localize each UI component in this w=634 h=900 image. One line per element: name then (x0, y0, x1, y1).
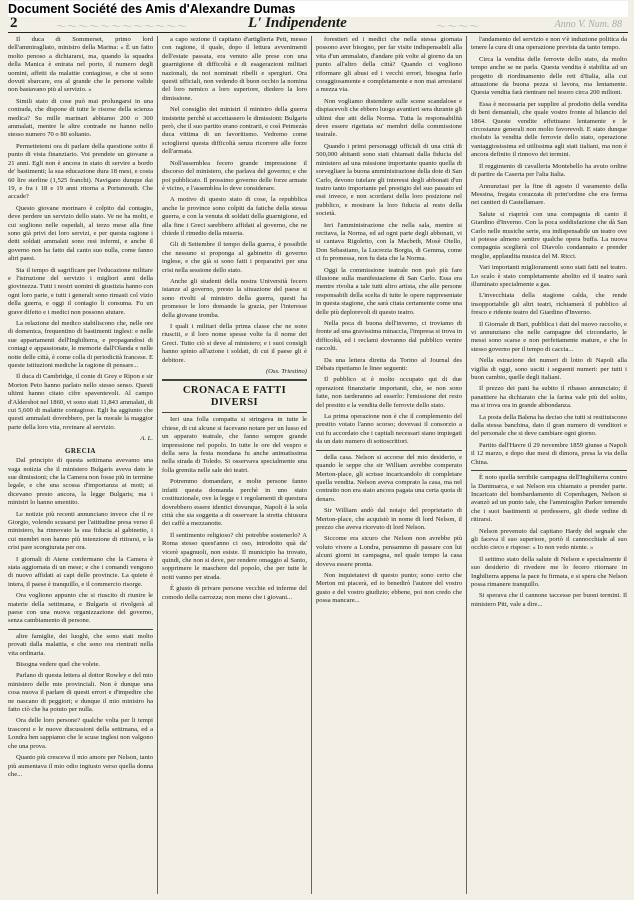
article-paragraph: Nella poca di buona dell'inverno, ci troviamo di fronte ad una gravissima minaccia, l'impresa si trova in difficoltà, ed i reclami dovranno dal pubblico venire raccolti. (316, 320, 462, 353)
column-rule (311, 36, 312, 894)
article-paragraph: La posta della Balena ha deciso che tutti si restituiscono dalla stessa banchina, dato il gran numero di venditori e del personale che si deve cambiare ogni giorno. (471, 413, 627, 438)
feuilleton-paragraph: Nelson prevenuto dal capitano Hardy del segnale che gli faceva il suo superiore, portò il cannocchiale al suo occhio cieco e rispose: « Io non vedo niente. » (471, 527, 627, 552)
article-paragraph: Il pubblico si è molto occupato qui di due operazioni finanziarie importanti, che, se non sono fatte, non tarderanno ad esserlo: l'emissione dei resto del prestito e la vendita delle ferrovie dello stato. (316, 376, 462, 409)
feuilleton-paragraph: altre famiglie, dei luoghi, che sono stati molto provati dalla malattia, e che sono ora rientrati nella vita ordinaria. (8, 632, 153, 657)
article-paragraph: Nella estrazione dei numeri di lotto di Napoli alla vigilia di oggi, sono usciti i seguenti numeri: per tutti i buon cambio, quelle degli italiani. (471, 357, 627, 382)
article-paragraph: Ieri una folla compatta si stringeva in tutte le chiese, di cui alcune si facevano notare per un lusso ed un apparato teatrale, che fanno sempre grande impressione nel popolo. In tutte le ore del vespro e della sera la festa mondana fu anche animatissima nella strada di Toledo. Si osservava specialmente una folla gremita nelle sale dei teatri. (162, 416, 307, 474)
article-paragraph: Ora vogliono appunto che si riuscito di riunire le materie della settimana, e Bulgaris si rivolgerà al paese con una nuova organizzazione del governo, senza cambiamento di persone. (8, 592, 153, 625)
divider (162, 379, 307, 381)
feuilleton-paragraph: Ora delle loro persone? qualche volta per li tempi trascorsi e le nuove discussioni della settimana, ed a Londra ben sappiamo che le scuse inglesi non valgono che una prova. (8, 717, 153, 750)
feuilleton-paragraph: Quanto più cresceva il mio amore per Nelson, tanto più aumentava il mio odio ingiusto verso quella donna che... (8, 754, 153, 778)
article-paragraph: Le notizie più recenti annunciano invece che il re Giorgio, volendo scusarsi per l'attitudine presa verso il ministero, ha rinnovato la sua fiducia al gabinetto, i cui membri non hanno più intenzione di ritirarsi, e la crisi pare scongiurata per ora. (8, 510, 153, 552)
article-paragraph: L'invecchiata della stagione calda, che rende insopportabile gli altri teatri, richiamerà il pubblico al fresco e ridente teatro del Giardino d'Inverno. (471, 292, 627, 317)
article-paragraph: A motivo di questo stato di cose, la repubblica anche le province sono colpiti da fatiche della stessa guerra, e con la venuta di soldati della guarnigione, ed alla fine i Greci sarebbero affidati al governo, che ne chiede il rimedio della miseria. (162, 196, 307, 237)
divider (471, 470, 627, 471)
article-paragraph: Partito dall'Havre il 29 novembre 1859 giunse a Napoli il 12 marzo, e dopo due mesi di dimora, presa la via della China. (471, 441, 627, 466)
document-source-title: Document Société des Amis d'Alexandre Dumas (8, 1, 628, 17)
article-paragraph: Nel consiglio dei ministri il ministro della guerra insistette perchè si accettassero le dimissioni: Bulgaris però, che il suo partito erano contrarii, e così Petmezàs duca vittima di un favoritismo. Vedremo come sciogliersi questa difficoltà senza ricorrere alle forze dell'armata. (162, 106, 307, 156)
article-paragraph: La relazione del medico stabiliscono che, nelle ore di domenica, frequentino di bastimenti inglesi: e nelle sue appartamenti dell'Inghilterra, e propagandosi di contagi e appassionate, le memorie dall'Olanda e nelle notte delle città, è come colla di periodicità francese. E queste istituzioni mediche la ragione di pensare... (8, 320, 153, 370)
column-4 (471, 36, 627, 894)
article-paragraph: Ieri l'amministrazione che nella sala, mentre si recitava, la Norma, ed ad ogni parte degli abbonati, vi si cantava Rigoletto, con la Macbeth, Mosè Otello, Don Sebastiano, la Lucrezia Borgia, di Gemma, come ci fu promessa, non fu data che la Norma. (316, 221, 462, 263)
article-paragraph: Non vogliamo distendere sulle scene scandalose e dispiacevoli che ebbero luogo avantieri sera durante gli ultimi due atti della Norma. Tutta la responsabilità deve essere rigettata su' membri della commissione teatrale. (316, 97, 462, 139)
section-heading-cronaca: CRONACA E FATTI DIVERSI (182, 385, 287, 409)
feuilleton-paragraph: Parlano di questa lettera al dottor Rowley e del mio ministero delle mie provinciali. Non è dunque una cosa nuova il parlare di questi errori e d'impedire che ne nascano di peggiori; e dunque il mio ministro ha fatto ciò che ha potuto per nulla. (8, 672, 153, 714)
article-paragraph: Annunziasi per la fine di agosto il varamento della Messina, fregata corazzata di prim'ordine che era ferma nei cantieri di Castellamare. (471, 182, 627, 207)
article-paragraph: Il prezzo dei pani ha subito il ribasso annunciato; il panattiere ha dichiarato che la farina vale più del solito, ma si trova ora in grande abbondanza. (471, 385, 627, 410)
article-paragraph: a capo sezione il capitano d'artiglieria Pett, messo con ragione, il quale, dopo il lettura avvenimenti dell'estate passata, era venuto alle prese con una guarnigione di difficoltà e di esagerazioni militari nazionali, da noi nominati ribelli e spergiuri. Ora questi ufficiali, non vedendo di buon occhio la nomina del loro nemico a loro superiore, diedero la loro dimissione. (162, 36, 307, 102)
divider (8, 629, 153, 630)
column-3 (316, 36, 462, 894)
article-paragraph: Il duca di Sommerset, primo lord dell'ammiragliato, ministro della Marina: « È un fatto molto penoso a dichiararsi, ma, quando la squadra della Manica è entrata nel porto, il numero degli uomini, affetti da malattie contagiose, e che si sono dovuti sbarcare, era al grande che le persone valide non bastavano più al servizio. » (8, 36, 153, 94)
article-paragraph: Permettetemi ora di parlare della questione sotto il punto di vista finanziario. Voi prendete un giovane a 21 anni. Egli non è ancora in stato di servire a bordo de' bastimenti; la sua educazione dura 18 mesi, e costa 60 lire sterline (1,525 franchi). Navigano dunque dai 19, e fra i 18 e 19 anni ritorna a Portsmouth. Che accade? (8, 142, 153, 201)
feuilleton-paragraph: Si sperava che il cannone taccesse per buoni termini. Il ministero Pitt, vale a dire... (471, 592, 627, 608)
article-paragraph: I quali i militari della prima classe che ne sono riusciti, e il loro nome spesse volte fa il nome dei Greci. Tutto ciò si deve al ministero; e i suoi consigli hanno spinto all'azione i soldati, di cui il paese gli è debitore. (162, 323, 307, 364)
article-signature: A. L. (140, 435, 153, 443)
article-paragraph: Gli di Settembre il tempo della guerra, è possibile che nessuno si proponga al gabinetto di governo inglese, e che già si sono fatti i preparativi per una crisi nella sessione dello stato. (162, 241, 307, 274)
article-source: (Oss. Triestino) (265, 368, 307, 376)
article-paragraph: Dal principio di questa settimana avevamo una vaga notizia che il ministero Bulgaris aveva dato le sue dimissioni; che la Camera non fosse più in termine legale, e che una scossa d'importanza ai moti; si dicevano presto ancora, la legge Bulgaris; ma i ministri lo hanno smentito. (8, 457, 153, 507)
page-number: 2 (10, 15, 18, 31)
feuilleton-paragraph: Bisogna vedere quel che volete. (16, 661, 101, 669)
newspaper-name: L' Indipendente (248, 15, 347, 31)
newspaper-masthead (8, 15, 628, 33)
feuilleton-paragraph: È noto quella terribile campagna dell'Inghilterra contro la Danimarca, e sai Nelson era chiamato a prender parte. Incaricato del bombardamento di Copenhagen, Nelson si avanzò ad un punto tale, che l'ammiraglio Parker temendo che i suoi bastimenti si perdessero, gli diede ordine di ritirarsi. (471, 474, 627, 524)
article-paragraph: Questo giovane morinaro è colpito dal contagio, deve perdere un servizio dello stato. Ve ne ha molti, e cui sogliono nelle ospedali, al terzo mese alla fine sono già privi dei loro servizi, e per questa ragione i detti soldati ammalati sono resi infermi, e anche il governo non ha fatto dal canto suo nulla, come fanno altri paesi. (8, 204, 153, 263)
article-paragraph: Salute si riaprirà con una compagnia di canto il Giardino d'Inverno. Con la poca soddisfazione che dà San Carlo nelle musiche serie, era indispensabile un teatro ove si potesse almeno sentire qualche opera buffa. La nuova compagnia sceglierà col Diavolo condannato e prender moglie, applaudita musica del M. Ricci. (471, 210, 627, 260)
article-paragraph: La prima operazione non è che il complemento del prestito votato l'anno scorso; dovevasi il consorzio a cui fu accordato che i capitali necessari siano impiegati da un dato numero di sottoscrittori. (316, 413, 462, 446)
article-paragraph: Noll'assemblea fecero grande impressione il discorso del ministero, che parlava del governo; e che poi pubblicato. Il prossimo governo delle forze armate è vicino, e l'assemblea lo deve considerare. (162, 159, 307, 192)
article-paragraph: È giusto di privare persone vecchie ed inferme del comodo della carrozza; non meno che i giovani... (162, 585, 307, 601)
article-paragraph: Il sentimento religioso? chi potrebbe sostenerlo? A Roma stesso quest'anno ci oso, introdotto quà da' vicerè spagnuoli, non esiste. Il municipio ha trovato, quindi, che non si deve, per rendere omaggio al Santo, sopprimere le maschere del popolo, che per tutte le notti vanno per strada. (162, 531, 307, 581)
masthead-ornament: 〜〜〜〜〜〜〜〜〜〜〜〜 (56, 22, 188, 33)
feuilleton-paragraph: Non inquietatevi di questo punto; sono certo che Merton mi piacerà, ed io benedirò l'autore del vostro gusto e del vostro giudizio; ebbene, poi non credo che possa mancare... (316, 571, 462, 605)
column-rule (157, 36, 158, 894)
article-paragraph: Simili stato di cose può mai prolungarsi in una contrada, che dispone di tutte le risorse della scienza medica? Su mille marinari abbiamo 200 o 300 ammalati, mentre le altre contrade ne hanno nello stesso numero 70 o 80 soltanto. (8, 97, 153, 139)
feuilleton-paragraph: Siccome era sicuro che Nelson non avrebbe più voluto vivere a Londra, pensammo di passare con lui alcuni giorni in campagna, nel quale tempo la casa doveva essere pronta. (316, 535, 462, 568)
article-paragraph: Essa è necessaria per supplire al prodotto della vendita di beni demaniali, che quale vostro fronte al bilancio del 1864. Queste vendite effettuano lentamente e le circostanze generali non molto favorevoli. E stato dunque risoluto la vendita delle ferrovie dello stato, operazione vantaggiosissima ed utilissima agli stati italiani, ma non è ancora definito il rinnovo dei termini. (471, 100, 627, 159)
column-1 (8, 36, 153, 894)
section-heading-grecia: GRECIA (64, 446, 96, 455)
feuilleton-paragraph: Sir William andò dal notajo del proprietario di Merton-place, che acquistò in nome di lord Nelson, il prezzo che aveva ricevuto di lord Nelson. (316, 507, 462, 531)
masthead-ornament: 〜〜〜〜 (436, 22, 480, 33)
feuilleton-paragraph: della casa. Nelson si accorse del mio desiderio, e quando le seppe che sir William avrebbe comperato Merton-place, gli scrisse incaricandolo di completare quella vendita. Nelson aveva comprato la casa, ma nel contratto non era stato ancora pagata una certa quota di denaro. (316, 453, 462, 503)
article-paragraph: forestieri ed i medici che nella stessa giornata possono aver bisogno, per far visite indispensabili alla vita d'un ammalato, d'andare più volte al giorno da un punto all'altro della città? Quando ci vogliono riformare gli abusi ed i vecchi errori, bisogna farlo coraggiosamente e completamente e non mai arrestarsi a mezza via. (316, 36, 462, 94)
article-paragraph: Oggi la commissione teatrale non può più fare illusione sulla manifestazione di San Carlo. Essa era mentre rivolta a tale tutti altro artista, che alle persone responsabili della scelta di tutte le opere rappresentate in questa stagione, che sarà citata certamente come una delle più deplorevoli di questo teatro. (316, 266, 462, 316)
article-paragraph: Quando i primi personaggi ufficiali di una città di 500,000 abitanti sono stati chiamati dalla fiducia del ministero ad una missione importante quanto quella di sorvegliare la buona amministrazione della dote di San Carlo, devono tutelare gli interessi degli abbonati d'un teatro tanto importante pel prestigio del suo passato ed essi invece, e non scordarsi della loro posizione nel pubblico, e mostrare la loro fiducia al resto della società. (316, 142, 462, 218)
article-paragraph: Anche gli studenti della nostra Università fecero istanze al governo, presto la situazione del paese si sono rivolti al ministro della guerra, questi ha promesso le loro domande la grazia, per l'interesse della giovane tromba. (162, 277, 307, 319)
article-paragraph: Circa la vendita delle ferrovie dello stato, da molto tempo anche se ne parla. Questa vendita è stabilita ad un progetto di riordinamento delle reti d'Italia, alla cui attuazione da buona pezza si lavora, ma lentamente. Questa vendita farà rientrare nel tesoro circa 200 milioni. (471, 55, 627, 97)
divider (316, 450, 462, 451)
article-paragraph: Sta il tempo di sagrificare per l'educazione militare e l'istruzione del servizio i migliori anni della giovinezza. Tutti i nostri uomini di giustizia hanno con ogni loro parte, e tutti i generali sono rimasti col vizio della guerra, e oggi il contagio li consuma. Fu un grave difetto e i medici non possono aiutare. (8, 266, 153, 316)
column-2 (162, 36, 307, 894)
article-paragraph: Da una lettera diretta da Torino al Journal des Débats ripetiamo le linee seguenti: (316, 356, 462, 373)
article-paragraph: I giornali di Atene confermano che la Camera è stata aggiornata di un mese; e che i comandi vengono di nuovo affidati ai capi delle provincie. La quiete è intera, il paese è tranquillo, e il commercio risorge. (8, 555, 153, 588)
column-rule (466, 36, 467, 894)
issue-number: Anno V. Num. 88 (554, 19, 622, 30)
article-paragraph: Il duca di Cambridge, il conte di Grey e Ripon e sir Morton Peto hanno parlato nello stesso senso. Questi ultimi hanno citato cifre spaventevoli. Al campo d'Aldershot nel 1860, vi sono stati 11,843 ammalati, di cui 5,600 di malattie contagiose. Egli ha aggiunto che questi ammalati dovrebbero, per la morale la maggior parte della loro vita, rovinare al servizio. (8, 373, 153, 431)
article-paragraph: Il Giornale di Bari, pubblica i dati del nuovo raccolto, e vi annunziano che nelle campagne del circondario, le messi sono scarse e non perfettamente mature, e che lo stesso governo per il tempo di caccia... (471, 320, 627, 353)
article-paragraph: Vari importanti miglioramenti sono stati fatti nel teatro. Lo scalo è stato completamente abolito ed il teatro sarà illuminato specialmente a gas. (471, 264, 627, 288)
divider (162, 412, 307, 413)
article-paragraph: Il reggimento di cavalleria Montebello ha avuto ordine di partire da Caserta per l'alta Italia. (471, 162, 627, 179)
feuilleton-paragraph: Il settimo stato della salute di Nelson e specialmente il suo desiderio di rivedere me lo fecero ritornare in Inghilterra appena la pace fu firmata, e si spera che Nelson possa rimanere tranquillo. (471, 555, 627, 588)
article-paragraph: Potremmo domandare, e molte persone fanno infatti questa domanda perchè in uno stato costituzionale, ove la legge e i regolamenti di questura dovrebbero essere identici dovunque, Napoli è la sola città che sia soggetta a di osservare la stretta chiusura dei caffè a mezzanotte. (162, 478, 307, 528)
article-paragraph: l'andamento del servizio e non v'è induzione politica da tenere la cura di una operazione prevista da tanto tempo. (471, 36, 627, 52)
